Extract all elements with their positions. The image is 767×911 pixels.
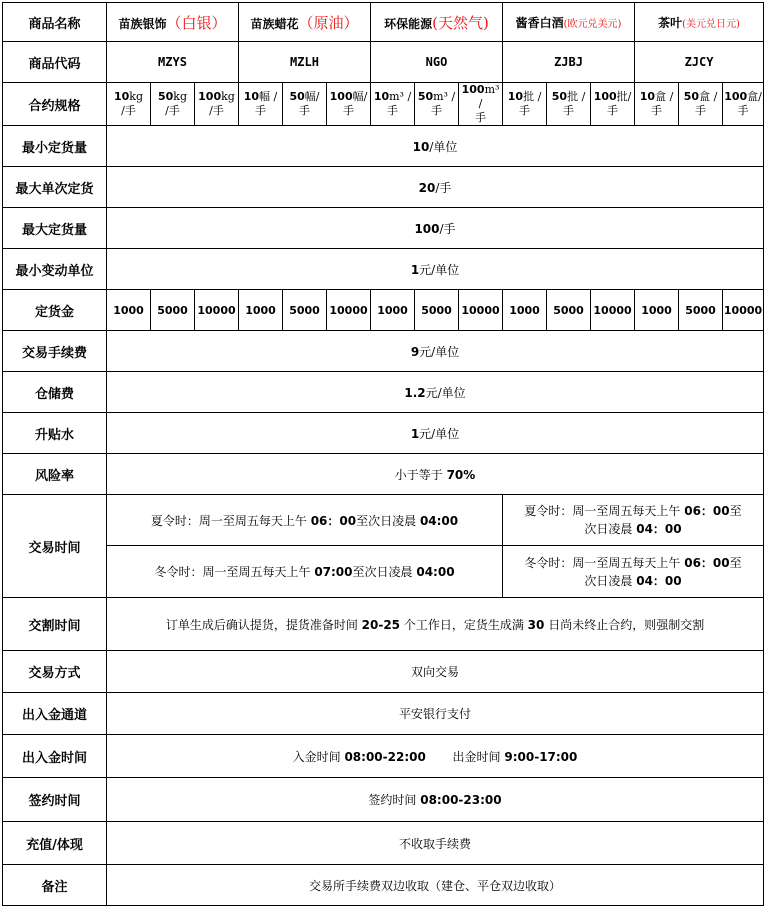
fee-value: 9元/单位 — [107, 331, 764, 372]
spec-cell: 50幅/ 手 — [283, 83, 327, 126]
label-min-order: 最小定货量 — [3, 126, 107, 167]
row-min-change — [3, 249, 764, 290]
sign-time-value: 签约时间 08:00-23:00 — [107, 778, 764, 822]
spec-cell: 10幅 / 手 — [239, 83, 283, 126]
label-fee: 交易手续费 — [3, 331, 107, 372]
spec-cell: 10kg /手 — [107, 83, 151, 126]
product-name-cell: 环保能源(天然气) — [371, 3, 503, 42]
row-trade-time-winter — [3, 546, 764, 598]
label-storage: 仓储费 — [3, 372, 107, 413]
product-code-cell: MZYS — [107, 42, 239, 83]
spec-cell: 50盒 / 手 — [679, 83, 723, 126]
row-remark — [3, 865, 764, 906]
deposit-cell: 1000 — [371, 290, 415, 331]
spec-cell: 100批/ 手 — [591, 83, 635, 126]
label-min-change: 最小变动单位 — [3, 249, 107, 290]
spec-cell: 10批 / 手 — [503, 83, 547, 126]
label-sign-time: 签约时间 — [3, 778, 107, 822]
premium-value: 1元/单位 — [107, 413, 764, 454]
remark-value: 交易所手续费双边收取（建仓、平仓双边收取） — [107, 865, 764, 906]
deposit-cell: 5000 — [547, 290, 591, 331]
label-deposit: 定货金 — [3, 290, 107, 331]
trade-mode-value: 双向交易 — [107, 651, 764, 693]
deposit-cell: 1000 — [107, 290, 151, 331]
label-trade-mode: 交易方式 — [3, 651, 107, 693]
deposit-cell: 10000 — [591, 290, 635, 331]
row-max-order — [3, 208, 764, 249]
product-code-cell: NGO — [371, 42, 503, 83]
max-single-value: 20/手 — [107, 167, 764, 208]
label-risk: 风险率 — [3, 454, 107, 495]
row-product-code — [3, 42, 764, 83]
min-order-value: 10/单位 — [107, 126, 764, 167]
deposit-cell: 10000 — [459, 290, 503, 331]
deposit-cell: 5000 — [151, 290, 195, 331]
row-max-single — [3, 167, 764, 208]
spec-cell: 10盒 / 手 — [635, 83, 679, 126]
spec-cell: 10m³ / 手 — [371, 83, 415, 126]
product-name-cell: 苗族银饰（白银） — [107, 3, 239, 42]
summer-time-left: 夏令时：周一至周五每天上午 06：00至次日凌晨 04:00 — [107, 495, 503, 546]
spec-cell: 100盒/ 手 — [723, 83, 764, 126]
deposit-cell: 5000 — [415, 290, 459, 331]
winter-time-right: 冬令时：周一至周五每天上午 06：00至 次日凌晨 04：00 — [503, 546, 764, 598]
label-product-code: 商品代码 — [3, 42, 107, 83]
row-storage — [3, 372, 764, 413]
row-contract-spec — [3, 83, 764, 126]
row-risk — [3, 454, 764, 495]
deposit-cell: 1000 — [239, 290, 283, 331]
row-sign-time — [3, 778, 764, 822]
io-time-value: 入金时间 08:00-22:00 出金时间 9:00-17:00 — [107, 735, 764, 778]
row-recharge — [3, 822, 764, 865]
product-spec-table — [2, 2, 764, 906]
label-channel: 出入金通道 — [3, 693, 107, 735]
row-product-name — [3, 3, 764, 42]
deposit-cell: 1000 — [635, 290, 679, 331]
deposit-cell: 5000 — [283, 290, 327, 331]
delivery-value: 订单生成后确认提货，提货准备时间 20-25 个工作日，定货生成满 30 日尚未终止合约，则强制交割 — [107, 598, 764, 651]
row-premium — [3, 413, 764, 454]
label-io-time: 出入金时间 — [3, 735, 107, 778]
deposit-cell: 5000 — [679, 290, 723, 331]
label-contract-spec: 合约规格 — [3, 83, 107, 126]
product-name-cell: 苗族蜡花（原油） — [239, 3, 371, 42]
deposit-cell: 10000 — [195, 290, 239, 331]
product-code-cell: ZJCY — [635, 42, 764, 83]
channel-value: 平安银行支付 — [107, 693, 764, 735]
row-min-order — [3, 126, 764, 167]
row-io-time — [3, 735, 764, 778]
label-remark: 备注 — [3, 865, 107, 906]
max-order-value: 100/手 — [107, 208, 764, 249]
row-trade-time-summer — [3, 495, 764, 546]
row-trade-mode — [3, 651, 764, 693]
spec-cell: 100m³ / 手 — [459, 83, 503, 126]
spec-cell: 100幅/ 手 — [327, 83, 371, 126]
product-name-cell: 酱香白酒(欧元兑美元) — [503, 3, 635, 42]
label-trade-time: 交易时间 — [3, 495, 107, 598]
spec-cell: 50批 / 手 — [547, 83, 591, 126]
recharge-value: 不收取手续费 — [107, 822, 764, 865]
label-max-single: 最大单次定货 — [3, 167, 107, 208]
label-delivery-time: 交割时间 — [3, 598, 107, 651]
product-code-cell: MZLH — [239, 42, 371, 83]
spec-cell: 50kg /手 — [151, 83, 195, 126]
label-premium: 升贴水 — [3, 413, 107, 454]
product-code-cell: ZJBJ — [503, 42, 635, 83]
spec-cell: 50m³ / 手 — [415, 83, 459, 126]
row-deposit — [3, 290, 764, 331]
label-recharge: 充值/体现 — [3, 822, 107, 865]
deposit-cell: 1000 — [503, 290, 547, 331]
deposit-cell: 10000 — [723, 290, 764, 331]
label-product-name: 商品名称 — [3, 3, 107, 42]
min-change-value: 1元/单位 — [107, 249, 764, 290]
row-fee — [3, 331, 764, 372]
winter-time-left: 冬令时：周一至周五每天上午 07:00至次日凌晨 04:00 — [107, 546, 503, 598]
row-delivery-time — [3, 598, 764, 651]
spec-cell: 100kg /手 — [195, 83, 239, 126]
summer-time-right: 夏令时：周一至周五每天上午 06：00至 次日凌晨 04：00 — [503, 495, 764, 546]
storage-value: 1.2元/单位 — [107, 372, 764, 413]
row-channel — [3, 693, 764, 735]
deposit-cell: 10000 — [327, 290, 371, 331]
product-name-cell: 茶叶(美元兑日元) — [635, 3, 764, 42]
label-max-order: 最大定货量 — [3, 208, 107, 249]
risk-value: 小于等于 70% — [107, 454, 764, 495]
